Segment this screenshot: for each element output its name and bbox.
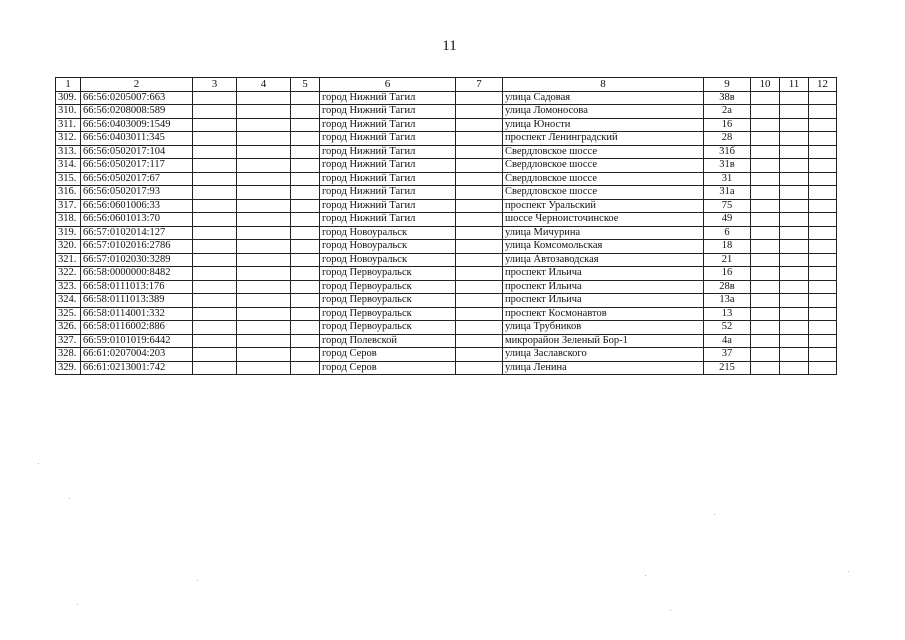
empty-cell <box>751 361 780 375</box>
cadastral-number: 66:56:0208008:589 <box>81 105 193 119</box>
cadastral-number: 66:57:0102030:3289 <box>81 253 193 267</box>
cadastral-number: 66:56:0403011:345 <box>81 132 193 146</box>
empty-cell <box>237 199 291 213</box>
empty-cell <box>193 186 237 200</box>
empty-cell <box>291 280 320 294</box>
row-number: 325. <box>56 307 81 321</box>
street-cell: улица Трубников <box>503 321 704 335</box>
empty-cell <box>751 253 780 267</box>
table-row <box>56 348 837 362</box>
house-number: 18 <box>704 240 751 254</box>
empty-cell <box>456 280 503 294</box>
empty-cell <box>291 159 320 173</box>
street-cell: улица Ломоносова <box>503 105 704 119</box>
empty-cell <box>456 226 503 240</box>
empty-cell <box>751 91 780 105</box>
empty-cell <box>237 132 291 146</box>
city-cell: город Первоуральск <box>320 280 456 294</box>
empty-cell <box>291 334 320 348</box>
row-number: 310. <box>56 105 81 119</box>
empty-cell <box>780 186 809 200</box>
empty-cell <box>780 348 809 362</box>
house-number: 49 <box>704 213 751 227</box>
row-number: 329. <box>56 361 81 375</box>
house-number: 13а <box>704 294 751 308</box>
empty-cell <box>237 105 291 119</box>
table-row <box>56 334 837 348</box>
street-cell: проспект Ильича <box>503 267 704 281</box>
empty-cell <box>456 267 503 281</box>
table-body <box>56 91 837 375</box>
empty-cell <box>291 145 320 159</box>
empty-cell <box>809 348 837 362</box>
street-cell: проспект Ильича <box>503 294 704 308</box>
house-number: 37 <box>704 348 751 362</box>
empty-cell <box>237 91 291 105</box>
empty-cell <box>237 226 291 240</box>
empty-cell <box>193 334 237 348</box>
row-number: 322. <box>56 267 81 281</box>
empty-cell <box>193 105 237 119</box>
empty-cell <box>456 199 503 213</box>
empty-cell <box>809 307 837 321</box>
cadastral-number: 66:58:0111013:176 <box>81 280 193 294</box>
house-number: 4а <box>704 334 751 348</box>
city-cell: город Полевской <box>320 334 456 348</box>
empty-cell <box>780 294 809 308</box>
empty-cell <box>291 348 320 362</box>
column-header-11: 11 <box>780 78 809 92</box>
empty-cell <box>291 118 320 132</box>
table-row <box>56 361 837 375</box>
empty-cell <box>456 105 503 119</box>
city-cell: город Первоуральск <box>320 307 456 321</box>
row-number: 327. <box>56 334 81 348</box>
street-cell: улица Заславского <box>503 348 704 362</box>
column-header-5: 5 <box>291 78 320 92</box>
street-cell: улица Автозаводская <box>503 253 704 267</box>
column-header-6: 6 <box>320 78 456 92</box>
city-cell: город Нижний Тагил <box>320 199 456 213</box>
street-cell: Свердловское шоссе <box>503 186 704 200</box>
city-cell: город Новоуральск <box>320 253 456 267</box>
row-number: 321. <box>56 253 81 267</box>
cadastral-number: 66:58:0111013:389 <box>81 294 193 308</box>
empty-cell <box>193 132 237 146</box>
empty-cell <box>809 199 837 213</box>
street-cell: улица Мичурина <box>503 226 704 240</box>
empty-cell <box>456 186 503 200</box>
empty-cell <box>809 105 837 119</box>
empty-cell <box>780 213 809 227</box>
street-cell: Свердловское шоссе <box>503 159 704 173</box>
cadastral-number: 66:56:0502017:67 <box>81 172 193 186</box>
empty-cell <box>780 334 809 348</box>
empty-cell <box>809 267 837 281</box>
empty-cell <box>780 361 809 375</box>
empty-cell <box>237 321 291 335</box>
column-header-7: 7 <box>456 78 503 92</box>
city-cell: город Нижний Тагил <box>320 159 456 173</box>
empty-cell <box>780 91 809 105</box>
house-number: 16 <box>704 267 751 281</box>
table-row <box>56 253 837 267</box>
row-number: 309. <box>56 91 81 105</box>
scan-speck <box>714 514 715 515</box>
column-header-4: 4 <box>237 78 291 92</box>
empty-cell <box>291 361 320 375</box>
empty-cell <box>237 145 291 159</box>
empty-cell <box>809 226 837 240</box>
empty-cell <box>751 172 780 186</box>
column-header-10: 10 <box>751 78 780 92</box>
empty-cell <box>456 361 503 375</box>
empty-cell <box>751 240 780 254</box>
city-cell: город Нижний Тагил <box>320 145 456 159</box>
scan-speck <box>670 610 671 611</box>
table-row <box>56 159 837 173</box>
table-row <box>56 105 837 119</box>
empty-cell <box>809 334 837 348</box>
empty-cell <box>780 280 809 294</box>
house-number: 16 <box>704 118 751 132</box>
empty-cell <box>809 213 837 227</box>
empty-cell <box>456 307 503 321</box>
table-row <box>56 294 837 308</box>
city-cell: город Нижний Тагил <box>320 132 456 146</box>
empty-cell <box>456 294 503 308</box>
registry-table <box>55 77 837 375</box>
empty-cell <box>456 213 503 227</box>
empty-cell <box>291 172 320 186</box>
cadastral-number: 66:57:0102014:127 <box>81 226 193 240</box>
empty-cell <box>456 132 503 146</box>
column-header-3: 3 <box>193 78 237 92</box>
city-cell: город Первоуральск <box>320 321 456 335</box>
city-cell: город Серов <box>320 361 456 375</box>
empty-cell <box>780 132 809 146</box>
house-number: 215 <box>704 361 751 375</box>
empty-cell <box>193 226 237 240</box>
house-number: 31 <box>704 172 751 186</box>
city-cell: город Первоуральск <box>320 267 456 281</box>
house-number: 52 <box>704 321 751 335</box>
empty-cell <box>291 253 320 267</box>
house-number: 75 <box>704 199 751 213</box>
empty-cell <box>193 253 237 267</box>
table-row <box>56 186 837 200</box>
empty-cell <box>751 321 780 335</box>
empty-cell <box>809 186 837 200</box>
cadastral-number: 66:56:0205007:663 <box>81 91 193 105</box>
empty-cell <box>237 267 291 281</box>
empty-cell <box>193 348 237 362</box>
table-row <box>56 280 837 294</box>
city-cell: город Нижний Тагил <box>320 172 456 186</box>
empty-cell <box>809 361 837 375</box>
cadastral-number: 66:57:0102016:2786 <box>81 240 193 254</box>
empty-cell <box>193 145 237 159</box>
empty-cell <box>780 240 809 254</box>
empty-cell <box>193 213 237 227</box>
cadastral-number: 66:58:0000000:8482 <box>81 267 193 281</box>
city-cell: город Нижний Тагил <box>320 213 456 227</box>
street-cell: микрорайон Зеленый Бор-1 <box>503 334 704 348</box>
empty-cell <box>193 199 237 213</box>
table-row <box>56 132 837 146</box>
empty-cell <box>291 240 320 254</box>
city-cell: город Нижний Тагил <box>320 186 456 200</box>
empty-cell <box>237 253 291 267</box>
empty-cell <box>780 226 809 240</box>
street-cell: улица Ленина <box>503 361 704 375</box>
empty-cell <box>809 91 837 105</box>
scan-speck <box>645 575 646 576</box>
empty-cell <box>291 132 320 146</box>
empty-cell <box>751 159 780 173</box>
empty-cell <box>751 105 780 119</box>
city-cell: город Первоуральск <box>320 294 456 308</box>
row-number: 318. <box>56 213 81 227</box>
empty-cell <box>456 348 503 362</box>
empty-cell <box>780 267 809 281</box>
empty-cell <box>237 348 291 362</box>
empty-cell <box>237 213 291 227</box>
empty-cell <box>193 294 237 308</box>
table-row <box>56 199 837 213</box>
street-cell: Свердловское шоссе <box>503 145 704 159</box>
table-row <box>56 267 837 281</box>
empty-cell <box>780 307 809 321</box>
empty-cell <box>291 294 320 308</box>
empty-cell <box>291 186 320 200</box>
empty-cell <box>809 280 837 294</box>
empty-cell <box>237 361 291 375</box>
empty-cell <box>780 172 809 186</box>
empty-cell <box>193 280 237 294</box>
column-header-2: 2 <box>81 78 193 92</box>
empty-cell <box>193 159 237 173</box>
cadastral-number: 66:56:0601006:33 <box>81 199 193 213</box>
city-cell: город Новоуральск <box>320 226 456 240</box>
cadastral-number: 66:58:0116002:886 <box>81 321 193 335</box>
street-cell: проспект Космонавтов <box>503 307 704 321</box>
empty-cell <box>237 172 291 186</box>
table-row <box>56 145 837 159</box>
empty-cell <box>809 240 837 254</box>
house-number: 28в <box>704 280 751 294</box>
scan-speck <box>69 498 70 499</box>
house-number: 2а <box>704 105 751 119</box>
table-row <box>56 172 837 186</box>
cadastral-number: 66:61:0207004:203 <box>81 348 193 362</box>
empty-cell <box>809 253 837 267</box>
table-row <box>56 226 837 240</box>
empty-cell <box>780 199 809 213</box>
cadastral-number: 66:56:0502017:93 <box>81 186 193 200</box>
house-number: 28 <box>704 132 751 146</box>
empty-cell <box>751 334 780 348</box>
empty-cell <box>456 321 503 335</box>
house-number: 13 <box>704 307 751 321</box>
empty-cell <box>291 226 320 240</box>
scan-speck <box>197 580 198 581</box>
empty-cell <box>751 348 780 362</box>
empty-cell <box>291 213 320 227</box>
house-number: 31а <box>704 186 751 200</box>
house-number: 31в <box>704 159 751 173</box>
table-row <box>56 213 837 227</box>
row-number: 311. <box>56 118 81 132</box>
empty-cell <box>193 172 237 186</box>
row-number: 317. <box>56 199 81 213</box>
empty-cell <box>456 172 503 186</box>
empty-cell <box>291 307 320 321</box>
empty-cell <box>751 280 780 294</box>
empty-cell <box>780 321 809 335</box>
empty-cell <box>780 105 809 119</box>
empty-cell <box>237 280 291 294</box>
empty-cell <box>193 321 237 335</box>
empty-cell <box>291 105 320 119</box>
empty-cell <box>780 253 809 267</box>
empty-cell <box>809 321 837 335</box>
empty-cell <box>193 361 237 375</box>
street-cell: улица Комсомольская <box>503 240 704 254</box>
city-cell: город Нижний Тагил <box>320 105 456 119</box>
street-cell: проспект Ильича <box>503 280 704 294</box>
table-row <box>56 91 837 105</box>
row-number: 319. <box>56 226 81 240</box>
empty-cell <box>809 172 837 186</box>
cadastral-number: 66:58:0114001:332 <box>81 307 193 321</box>
scan-speck <box>77 604 78 605</box>
street-cell: шоссе Черноисточинское <box>503 213 704 227</box>
empty-cell <box>237 240 291 254</box>
scan-speck <box>848 571 849 572</box>
empty-cell <box>237 118 291 132</box>
empty-cell <box>237 294 291 308</box>
empty-cell <box>751 118 780 132</box>
street-cell: проспект Ленинградский <box>503 132 704 146</box>
header-row <box>56 78 837 92</box>
cadastral-number: 66:59:0101019:6442 <box>81 334 193 348</box>
house-number: 6 <box>704 226 751 240</box>
empty-cell <box>291 199 320 213</box>
city-cell: город Новоуральск <box>320 240 456 254</box>
empty-cell <box>193 267 237 281</box>
row-number: 315. <box>56 172 81 186</box>
empty-cell <box>193 118 237 132</box>
city-cell: город Нижний Тагил <box>320 91 456 105</box>
row-number: 326. <box>56 321 81 335</box>
row-number: 313. <box>56 145 81 159</box>
row-number: 320. <box>56 240 81 254</box>
empty-cell <box>237 334 291 348</box>
empty-cell <box>751 186 780 200</box>
empty-cell <box>809 118 837 132</box>
column-header-9: 9 <box>704 78 751 92</box>
street-cell: улица Садовая <box>503 91 704 105</box>
table-row <box>56 321 837 335</box>
row-number: 324. <box>56 294 81 308</box>
row-number: 328. <box>56 348 81 362</box>
cadastral-number: 66:56:0601013:70 <box>81 213 193 227</box>
empty-cell <box>780 118 809 132</box>
street-cell: проспект Уральский <box>503 199 704 213</box>
page-number: 11 <box>442 38 457 54</box>
empty-cell <box>751 267 780 281</box>
city-cell: город Серов <box>320 348 456 362</box>
empty-cell <box>751 294 780 308</box>
empty-cell <box>291 91 320 105</box>
empty-cell <box>456 240 503 254</box>
empty-cell <box>751 199 780 213</box>
empty-cell <box>456 159 503 173</box>
empty-cell <box>237 159 291 173</box>
table-row <box>56 240 837 254</box>
empty-cell <box>780 145 809 159</box>
empty-cell <box>193 240 237 254</box>
column-header-1: 1 <box>56 78 81 92</box>
empty-cell <box>456 91 503 105</box>
empty-cell <box>237 186 291 200</box>
table-row <box>56 118 837 132</box>
empty-cell <box>237 307 291 321</box>
scan-speck <box>38 463 39 464</box>
cadastral-number: 66:56:0502017:104 <box>81 145 193 159</box>
empty-cell <box>809 145 837 159</box>
house-number: 38в <box>704 91 751 105</box>
empty-cell <box>751 307 780 321</box>
house-number: 31б <box>704 145 751 159</box>
empty-cell <box>291 321 320 335</box>
street-cell: улица Юности <box>503 118 704 132</box>
empty-cell <box>456 118 503 132</box>
table-row <box>56 307 837 321</box>
empty-cell <box>751 132 780 146</box>
empty-cell <box>193 307 237 321</box>
city-cell: город Нижний Тагил <box>320 118 456 132</box>
row-number: 323. <box>56 280 81 294</box>
empty-cell <box>456 334 503 348</box>
cadastral-number: 66:61:0213001:742 <box>81 361 193 375</box>
cadastral-number: 66:56:0502017:117 <box>81 159 193 173</box>
empty-cell <box>456 253 503 267</box>
empty-cell <box>809 294 837 308</box>
column-header-12: 12 <box>809 78 837 92</box>
empty-cell <box>809 159 837 173</box>
cadastral-number: 66:56:0403009:1549 <box>81 118 193 132</box>
house-number: 21 <box>704 253 751 267</box>
row-number: 314. <box>56 159 81 173</box>
row-number: 312. <box>56 132 81 146</box>
empty-cell <box>751 213 780 227</box>
empty-cell <box>291 267 320 281</box>
empty-cell <box>456 145 503 159</box>
empty-cell <box>751 145 780 159</box>
empty-cell <box>809 132 837 146</box>
empty-cell <box>193 91 237 105</box>
street-cell: Свердловское шоссе <box>503 172 704 186</box>
column-header-8: 8 <box>503 78 704 92</box>
empty-cell <box>751 226 780 240</box>
empty-cell <box>780 159 809 173</box>
row-number: 316. <box>56 186 81 200</box>
